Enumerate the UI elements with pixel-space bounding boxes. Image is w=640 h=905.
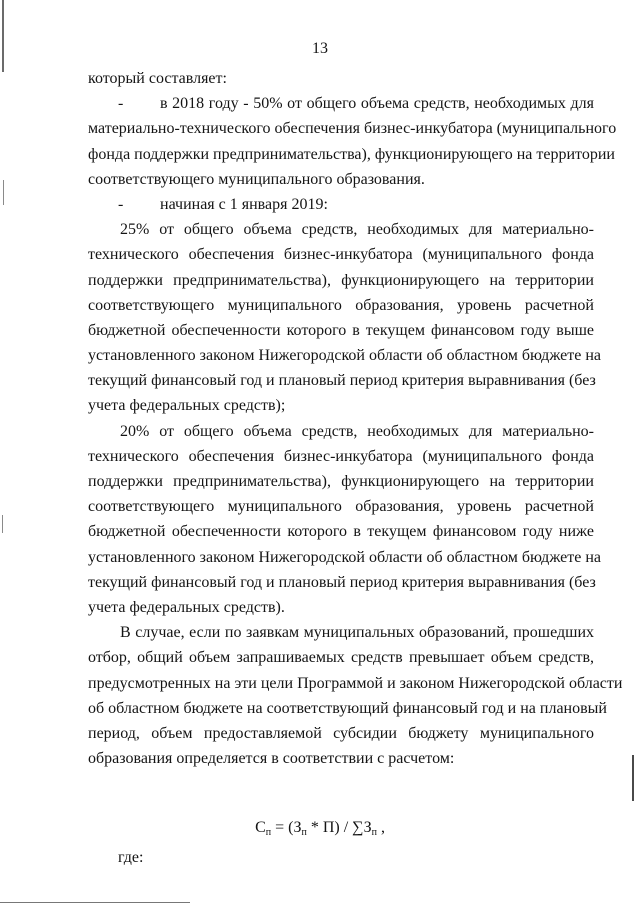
scan-bottom-rule	[0, 902, 190, 903]
text-line: соответствующего муниципального образования.	[88, 170, 425, 188]
text-line: отбор, общий объем запрашиваемых средств превышает объем средств,	[88, 649, 594, 667]
bullet-dash: -	[118, 195, 124, 213]
text-line: об областном бюджете на соответствующий финансовый год и на плановый	[88, 699, 607, 717]
scan-edge-mark	[2, 515, 3, 533]
text-line: в 2018 году - 50% от общего объема средств, необходимых для	[160, 95, 594, 113]
text-line: текущий финансовый год и плановый период критерия выравнивания (без	[88, 372, 596, 390]
text-line: В случае, если по заявкам муниципальных образований, прошедших	[120, 624, 594, 642]
text-line: поддержки предпринимательства), функционирующего на территории	[88, 271, 594, 289]
bullet-item	[88, 192, 594, 217]
text-line: поддержки предпринимательства), функционирующего на территории	[88, 473, 594, 490]
text-line: фонда поддержки предпринимательства), функционирующего на территории	[88, 145, 615, 163]
text-line: бюджетной обеспеченности которого в текущем финансовом году выше	[88, 321, 594, 339]
where-label: где:	[118, 849, 144, 866]
text-line: установленного законом Нижегородской области об областном бюджете на	[88, 347, 602, 365]
text-line: соответствующего муниципального образования, уровень расчетной	[88, 498, 594, 516]
text-line: технического обеспечения бизнес-инкубатора (муниципального фонда	[88, 447, 594, 465]
body-text	[88, 66, 623, 771]
scan-edge-mark	[3, 180, 4, 205]
scan-edge-mark	[632, 755, 634, 801]
page-number: 13	[312, 40, 328, 57]
bullet-item	[88, 91, 594, 116]
text-line: образования определяется в соответствии с расчетом:	[88, 750, 455, 768]
text-line: технического обеспечения бизнес-инкубатора (муниципального фонда	[88, 246, 594, 264]
text-line: установленного законом Нижегородской области об областном бюджете на	[88, 548, 602, 566]
text-line: 20% от общего объема средств, необходимых для материально-	[120, 422, 594, 440]
text-line: текущий финансовый год и плановый период критерия выравнивания (без	[88, 573, 596, 591]
text-line: начиная с 1 января 2019:	[160, 195, 328, 213]
formula: $С_п = (З_п * П) / \sum З_п$ ,	[255, 819, 385, 838]
text-line: соответствующего муниципального образования, уровень расчетной	[88, 296, 594, 314]
text-line: учета федеральных средств).	[88, 598, 285, 616]
bullet-dash: -	[118, 95, 124, 113]
text-line: бюджетной обеспеченности которого в текущем финансовом году ниже	[88, 523, 594, 541]
text-line: материально-технического обеспечения бизнес-инкубатора (муниципального	[88, 120, 617, 138]
scan-edge-mark	[2, 0, 4, 72]
text-line: предусмотренных на эти цели Программой и законом Нижегородской области	[88, 674, 623, 692]
text-line: период, объем предоставляемой субсидии бюджету муниципального	[88, 724, 594, 742]
text-line: который составляет:	[88, 70, 227, 87]
text-line: 25% от общего объема средств, необходимых для материально-	[120, 221, 594, 239]
text-line: учета федеральных средств);	[88, 397, 286, 415]
